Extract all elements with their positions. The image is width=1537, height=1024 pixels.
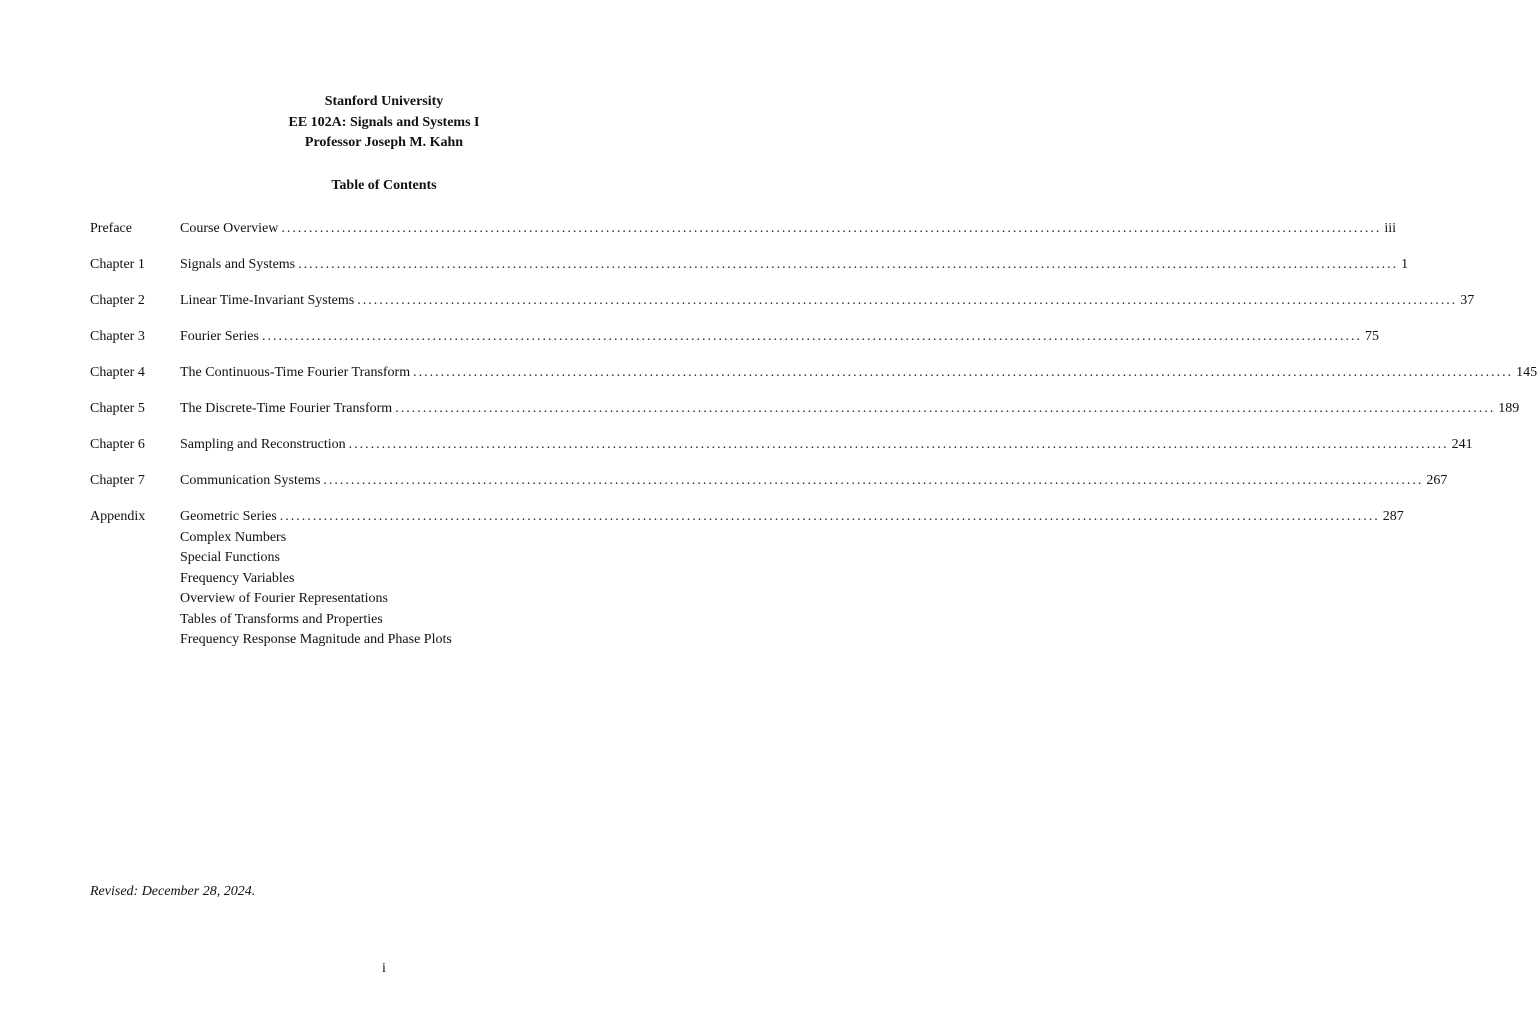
- appendix-item: Frequency Variables: [180, 570, 295, 586]
- toc-entry-title: The Discrete-Time Fourier Transform: [180, 401, 393, 416]
- professor-name: Professor Joseph M. Kahn: [304, 135, 464, 150]
- toc-entry-title: Geometric Series: [180, 509, 277, 524]
- toc-entry: [180, 472, 1448, 490]
- toc-page-number: iii: [1384, 221, 1397, 236]
- toc-row: [90, 400, 1520, 436]
- toc-entry: [180, 220, 1397, 238]
- page-number: i: [382, 961, 386, 976]
- toc-page-number: 287: [1382, 509, 1404, 524]
- toc-page-number: 1: [1401, 257, 1409, 272]
- appendix-item: Special Functions: [180, 550, 280, 566]
- appendix-item: Complex Numbers: [180, 530, 287, 545]
- dot-leader: ........................................................................................................................................................................................................: [298, 257, 1399, 272]
- toc-heading: Table of Contents: [331, 178, 437, 193]
- toc-page-number: 241: [1451, 437, 1473, 452]
- toc-entry: [180, 256, 1409, 274]
- toc-page-number: 75: [1364, 329, 1379, 344]
- dot-leader: ........................................................................................................................................................................................................: [357, 293, 1458, 308]
- dot-leader: ........................................................................................................................................................................................................: [279, 509, 1380, 524]
- toc-row: [90, 256, 1409, 292]
- toc-page-number: 267: [1426, 473, 1448, 488]
- dot-leader: ........................................................................................................................................................................................................: [323, 473, 1424, 488]
- appendix-item: Tables of Transforms and Properties: [180, 611, 383, 627]
- toc-entry-title: Signals and Systems: [180, 257, 296, 272]
- toc-row: [90, 328, 1379, 364]
- toc-label: Appendix: [90, 509, 146, 524]
- toc-page-number: 145: [1516, 365, 1537, 380]
- toc-entry-title: Communication Systems: [180, 473, 321, 488]
- dot-leader: ........................................................................................................................................................................................................: [348, 437, 1449, 452]
- toc-entry-title: Fourier Series: [180, 329, 259, 344]
- university-name: Stanford University: [324, 94, 444, 109]
- toc-entry: [180, 328, 1379, 346]
- toc-label: Chapter 3: [90, 329, 145, 344]
- toc-entry-title: The Continuous-Time Fourier Transform: [180, 365, 411, 380]
- toc-entry: [180, 292, 1475, 310]
- dot-leader: ........................................................................................................................................................................................................: [395, 401, 1496, 416]
- appendix-item: Overview of Fourier Representations: [180, 591, 388, 607]
- toc-label: Chapter 4: [90, 365, 145, 380]
- toc-row: [90, 364, 1537, 400]
- dot-leader: ........................................................................................................................................................................................................: [281, 221, 1382, 236]
- toc-entry-title: Linear Time-Invariant Systems: [180, 293, 355, 308]
- toc-row: [90, 472, 1448, 508]
- toc-label: Chapter 5: [90, 401, 145, 416]
- toc-label: Chapter 6: [90, 437, 145, 452]
- course-title: EE 102A: Signals and Systems I: [288, 114, 480, 130]
- toc-entry: [180, 508, 1404, 526]
- toc-label: Chapter 1: [90, 257, 145, 272]
- toc-row: [90, 292, 1475, 328]
- toc-page-number: 189: [1498, 401, 1520, 416]
- toc-label: Chapter 7: [90, 473, 145, 488]
- revision-date: Revised: December 28, 2024.: [90, 884, 256, 899]
- toc-page-number: 37: [1460, 293, 1475, 308]
- toc-entry: [180, 400, 1520, 418]
- toc-label: Chapter 2: [90, 293, 145, 308]
- toc-row: [90, 220, 1397, 256]
- toc-entry-title: Course Overview: [180, 221, 279, 236]
- dot-leader: ........................................................................................................................................................................................................: [261, 329, 1362, 344]
- toc-row: [90, 436, 1473, 472]
- appendix-item: Frequency Response Magnitude and Phase Plots: [180, 632, 452, 648]
- dot-leader: ........................................................................................................................................................................................................: [413, 365, 1514, 380]
- toc-entry: [180, 364, 1537, 382]
- toc-entry-title: Sampling and Reconstruction: [180, 437, 346, 452]
- toc-label: Preface: [90, 221, 132, 236]
- document-header: [0, 92, 768, 154]
- table-of-contents: [90, 220, 1537, 544]
- toc-entry: [180, 436, 1473, 454]
- appendix-list: [180, 528, 452, 650]
